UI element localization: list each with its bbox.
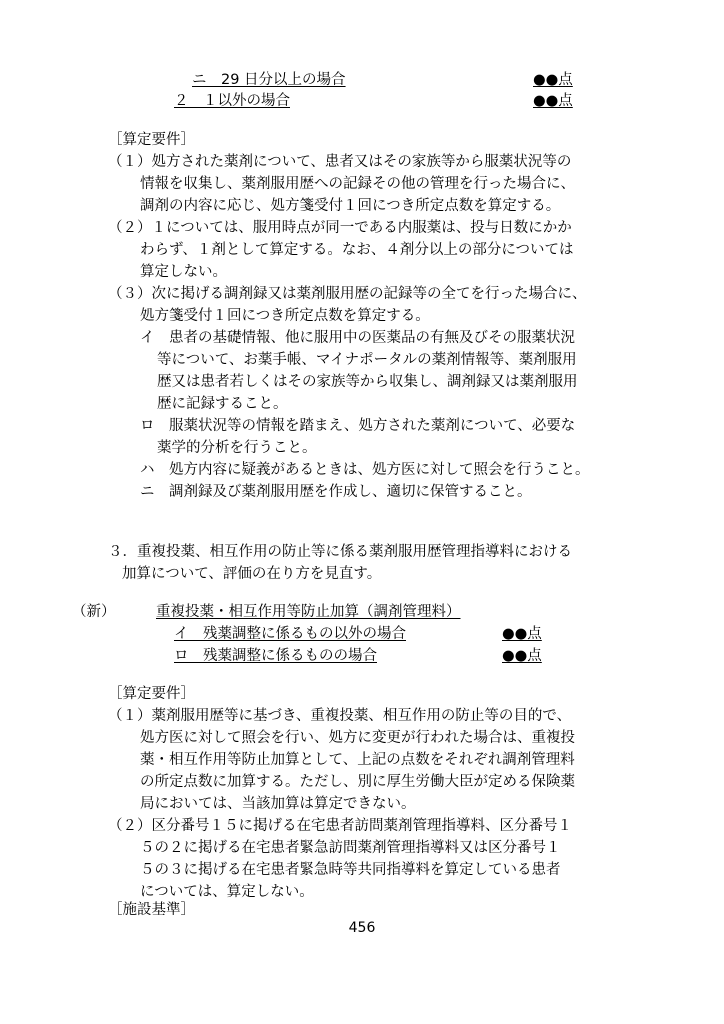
- requirements-heading: ［算定要件］: [108, 686, 195, 702]
- req2-line: については、算定しない。: [140, 884, 314, 900]
- section-3-line: ３．重複投薬、相互作用の防止等に係る薬剤服用歴管理指導料における: [108, 544, 572, 560]
- top-item-points: ●●点: [533, 72, 573, 88]
- new-item-points: ●●点: [502, 648, 542, 664]
- req1-line: ロ 服薬状況等の情報を踏まえ、処方された薬剤について、必要な: [140, 418, 576, 434]
- new-item-label: ロ 残薬調整に係るものの場合: [174, 648, 377, 664]
- top-item-label: ニ 29 日分以上の場合: [192, 72, 346, 88]
- req1-line: 薬学的分析を行うこと。: [157, 440, 317, 456]
- req2-line: ５の３に掲げる在宅患者緊急時等共同指導料を算定している患者: [140, 862, 561, 878]
- requirements-heading: ［算定要件］: [108, 132, 195, 148]
- req2-line: の所定点数に加算する。ただし、別に厚生労働大臣が定める保険薬: [140, 774, 575, 790]
- req1-line: 歴又は患者若しくはその家族等から収集し、調剤録又は薬剤服用: [157, 374, 578, 390]
- req1-line: 情報を収集し、薬剤服用歴への記録その他の管理を行った場合に、: [140, 176, 575, 192]
- section-3-line: 加算について、評価の在り方を見直す。: [122, 566, 382, 582]
- page-number: 456: [348, 920, 376, 936]
- req1-line: ニ 調剤録及び薬剤服用歴を作成し、適切に保管すること。: [140, 484, 532, 500]
- req1-line: 調剤の内容に応じ、処方箋受付１回につき所定点数を算定する。: [140, 198, 561, 214]
- facility-heading: ［施設基準］: [108, 902, 195, 918]
- req2-line: 薬・相互作用等防止加算として、上記の点数をそれぞれ調剤管理料: [140, 752, 575, 768]
- req1-line: 等について、お薬手帳、マイナポータルの薬剤情報等、薬剤服用: [157, 352, 577, 368]
- req1-line: 歴に記録すること。: [157, 396, 288, 412]
- req1-line: わらず、１剤として算定する。なお、４剤分以上の部分については: [140, 242, 574, 258]
- new-item-label: イ 残薬調整に係るもの以外の場合: [174, 626, 406, 642]
- req2-line: （２）区分番号１５に掲げる在宅患者訪問薬剤管理指導料、区分番号１: [108, 818, 572, 834]
- req1-line: （１）処方された薬剤について、患者又はその家族等から服薬状況等の: [108, 154, 572, 170]
- req2-line: 局においては、当該加算は算定できない。: [140, 796, 416, 812]
- req2-line: （１）薬剤服用歴等に基づき、重複投薬、相互作用の防止等の目的で、: [108, 708, 572, 724]
- top-item-label: ２ １以外の場合: [174, 93, 290, 109]
- top-item-points: ●●点: [533, 93, 573, 109]
- req1-line: イ 患者の基礎情報、他に服用中の医薬品の有無及びその服薬状況: [140, 330, 575, 346]
- req1-line: （２）１については、服用時点が同一である内服薬は、投与日数にかか: [108, 220, 572, 236]
- req1-line: 処方箋受付１回につき所定点数を算定する。: [140, 308, 430, 324]
- req1-line: ハ 処方内容に疑義があるときは、処方医に対して照会を行うこと。: [140, 462, 590, 478]
- req1-line: （３）次に掲げる調剤録又は薬剤服用歴の記録等の全てを行った場合に、: [108, 286, 587, 302]
- new-item-points: ●●点: [502, 626, 542, 642]
- new-item-title: 重複投薬・相互作用等防止加算（調剤管理料）: [156, 604, 461, 620]
- req2-line: 処方医に対して照会を行い、処方に変更が行われた場合は、重複投: [140, 730, 575, 746]
- req2-line: ５の２に掲げる在宅患者緊急訪問薬剤管理指導料又は区分番号１: [140, 840, 561, 856]
- new-tag: （新）: [72, 604, 116, 620]
- req1-line: 算定しない。: [140, 264, 227, 280]
